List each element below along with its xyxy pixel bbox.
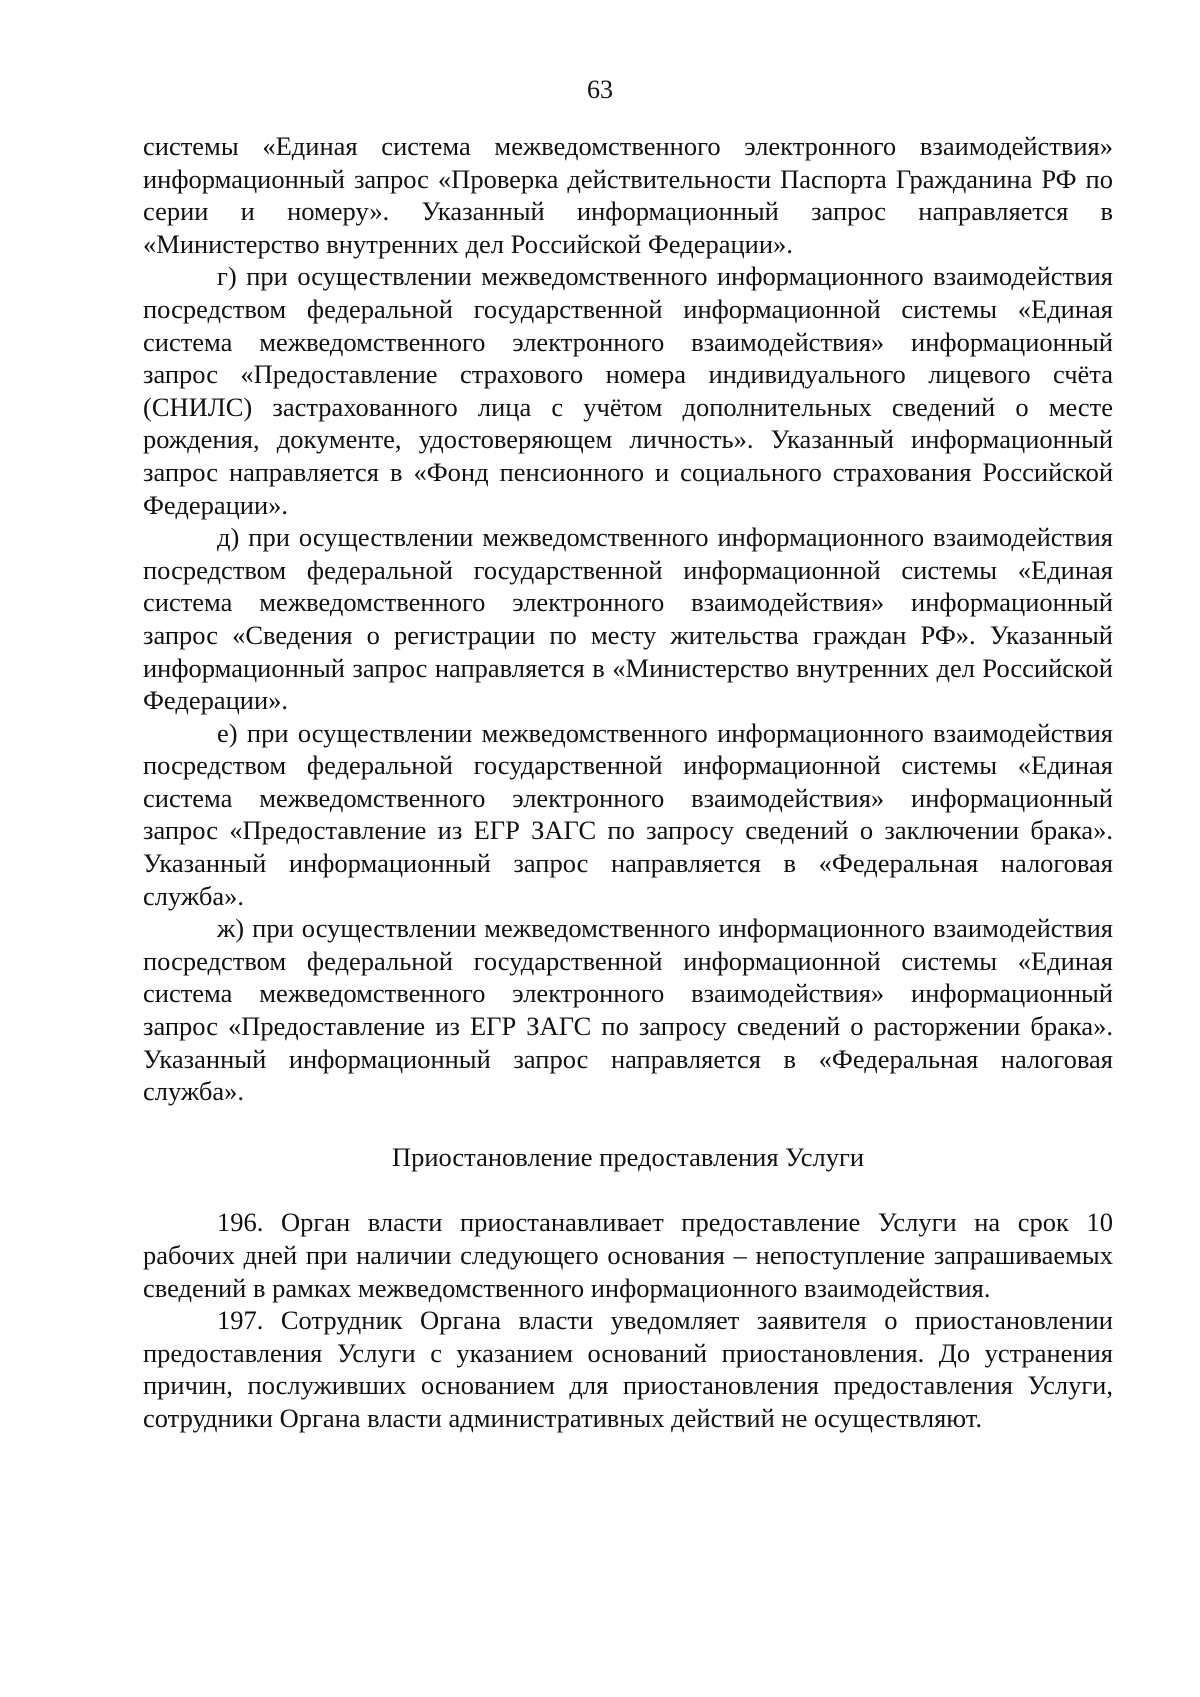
paragraph-196: 196. Орган власти приостанавливает предоставление Услуги на срок 10 рабочих дней при наличии следующего основания – непоступление запрашиваемых сведений в рамках межведомственного информационного взаимодействия. <box>143 1207 1113 1303</box>
paragraph-item-g: г) при осуществлении межведомственного информационного взаимодействия посредством федеральной государственной информационной системы «Единая система межведомственного электронного взаимодействия» информационный запрос «Предоставление страхового номера индивидуального лицевого счёта (СНИЛС) застрахованного лица с учётом дополнительных сведений о месте рождения, документе, удостоверяющем личность». Указанный информационный запрос направляется в «Фонд пенсионного и социального страхования Российской Федерации». <box>143 261 1113 520</box>
page-number: 63 <box>587 75 613 104</box>
paragraph-197: 197. Сотрудник Органа власти уведомляет заявителя о приостановлении предоставления Услуги с указанием оснований приостановления. До устранения причин, послуживших основанием для приостановления предоставления Услуги, сотрудники Органа власти административных действий не осуществляют. <box>143 1305 1113 1433</box>
section-heading: Приостановление предоставления Услуги <box>391 1141 865 1172</box>
document-body <box>143 130 1113 1435</box>
paragraph-item-e: е) при осуществлении межведомственного информационного взаимодействия посредством федеральной государственной информационной системы «Единая система межведомственного электронного взаимодействия» информационный запрос «Предоставление из ЕГР ЗАГС по запросу сведений о заключении брака». Указанный информационный запрос направляется в «Федеральная налоговая служба». <box>143 717 1113 911</box>
paragraph-item-zh: ж) при осуществлении межведомственного информационного взаимодействия посредством федеральной государственной информационной системы «Единая система межведомственного электронного взаимодействия» информационный запрос «Предоставление из ЕГР ЗАГС по запросу сведений о расторжении брака». Указанный информационный запрос направляется в «Федеральная налоговая служба». <box>143 913 1113 1107</box>
paragraph-item-d: д) при осуществлении межведомственного информационного взаимодействия посредством федеральной государственной информационной системы «Единая система межведомственного электронного взаимодействия» информационный запрос «Сведения о регистрации по месту жительства граждан РФ». Указанный информационный запрос направляется в «Министерство внутренних дел Российской Федерации». <box>143 522 1113 716</box>
paragraph-continuation: системы «Единая система межведомственного электронного взаимодействия» информационный запрос «Проверка действительности Паспорта Гражданина РФ по серии и номеру». Указанный информационный запрос направляется в «Министерство внутренних дел Российской Федерации». <box>143 131 1113 259</box>
